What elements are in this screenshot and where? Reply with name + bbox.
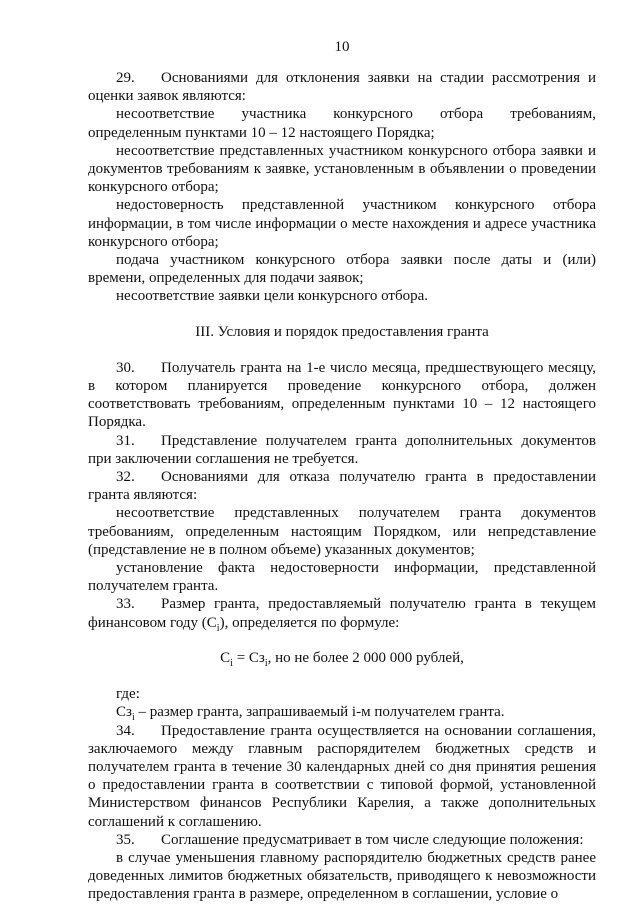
paragraph-number: 30.	[116, 359, 135, 376]
paragraph-31	[88, 432, 596, 468]
subscript: i	[264, 657, 268, 669]
paragraph-29	[88, 69, 596, 105]
definition-symbol: Сз	[116, 704, 132, 721]
paragraph-number: 34.	[116, 722, 135, 739]
paragraph-text: Основаниями для отказа получателю гранта в предоставлении гранта являются:	[88, 469, 596, 504]
paragraph-30	[88, 359, 596, 432]
list-item: несоответствие участника конкурсного отбора требованиям, определенным пунктами 10 – 12 настоящего Порядка;	[88, 106, 596, 141]
paragraph-text: Предоставление гранта осуществляется на основании соглашения, заключаемого между главным распорядителем бюджетных средств и получателем гранта в течение 30 календарных дней со дня принятия решения о предоставлении гранта в соответствии с типовой формой, установленной Министерством финансов Республики Карелия, а также дополнительных соглашений к соглашению.	[88, 722, 596, 830]
subscript: i	[131, 712, 135, 724]
paragraph-34	[88, 722, 596, 831]
definition-text: – размер гранта, запрашиваемый i-м получателем гранта.	[134, 704, 505, 721]
paragraph-number: 31.	[116, 432, 135, 449]
list-item: в случае уменьшения главному распорядителю бюджетных средств ранее доведенных лимитов бюджетных обязательств, приводящего к невозможности предоставления гранта в размере, определенном в соглашении, условие о	[88, 849, 596, 903]
paragraph-32	[88, 468, 596, 504]
document-body	[88, 69, 596, 904]
formula	[88, 649, 596, 667]
list-item: несоответствие представленных получателем гранта документов требованиям, определенным настоящим Порядком, или непредставление (представление не в полном объеме) указанных документов;	[88, 505, 596, 558]
formula-symbol: = Сз	[232, 649, 265, 666]
paragraph-33	[88, 595, 596, 634]
list-item: несоответствие представленных участником конкурсного отбора заявки и документов требованиям к заявке, установленным в объявлении о проведении конкурсного отбора;	[88, 142, 596, 196]
paragraph-text: Представление получателем гранта дополнительных документов при заключении соглашения не требуется.	[88, 432, 596, 467]
section-heading: III. Условия и порядок предоставления гранта	[195, 323, 489, 340]
list-item: установление факта недостоверности информации, представленной получателем гранта.	[88, 560, 596, 595]
page-number: 10	[334, 39, 350, 55]
list-item: подача участником конкурсного отбора заявки после даты и (или) времени, определенных для подачи заявок;	[88, 252, 596, 287]
paragraph-35	[88, 831, 596, 849]
formula-text: , но не более 2 000 000 рублей,	[267, 649, 464, 666]
list-item: недостоверность представленной участником конкурсного отбора информации, в том числе информации о месте нахождения и адресе участника конкурсного отбора;	[88, 197, 596, 250]
paragraph-number: 33.	[116, 596, 135, 613]
subscript: i	[230, 657, 233, 669]
paragraph-number: 32.	[116, 469, 135, 486]
paragraph-text: Основаниями для отклонения заявки на стадии рассмотрения и оценки заявок являются:	[88, 70, 596, 105]
paragraph-number: 35.	[116, 831, 135, 848]
paragraph-text: Получатель гранта на 1-е число месяца, предшествующего месяцу, в котором планируется проведение конкурсного отбора, должен соответствовать требованиям, определенным пунктами 10 – 12 настоящего Порядка.	[88, 359, 596, 431]
where-label: где:	[116, 686, 140, 703]
subscript: i	[216, 622, 220, 634]
paragraph-text: ), определяется по формуле:	[219, 614, 400, 631]
definition	[88, 703, 596, 724]
paragraph-number: 29.	[116, 70, 135, 86]
paragraph-text: Соглашение предусматривает в том числе следующие положения:	[161, 831, 584, 848]
list-item: несоответствие заявки цели конкурсного отбора.	[116, 288, 429, 305]
document-page	[88, 0, 596, 905]
paragraph-text: Размер гранта, предоставляемый получателю гранта в текущем финансовом году (С	[88, 596, 596, 631]
formula-symbol: С	[220, 649, 231, 666]
